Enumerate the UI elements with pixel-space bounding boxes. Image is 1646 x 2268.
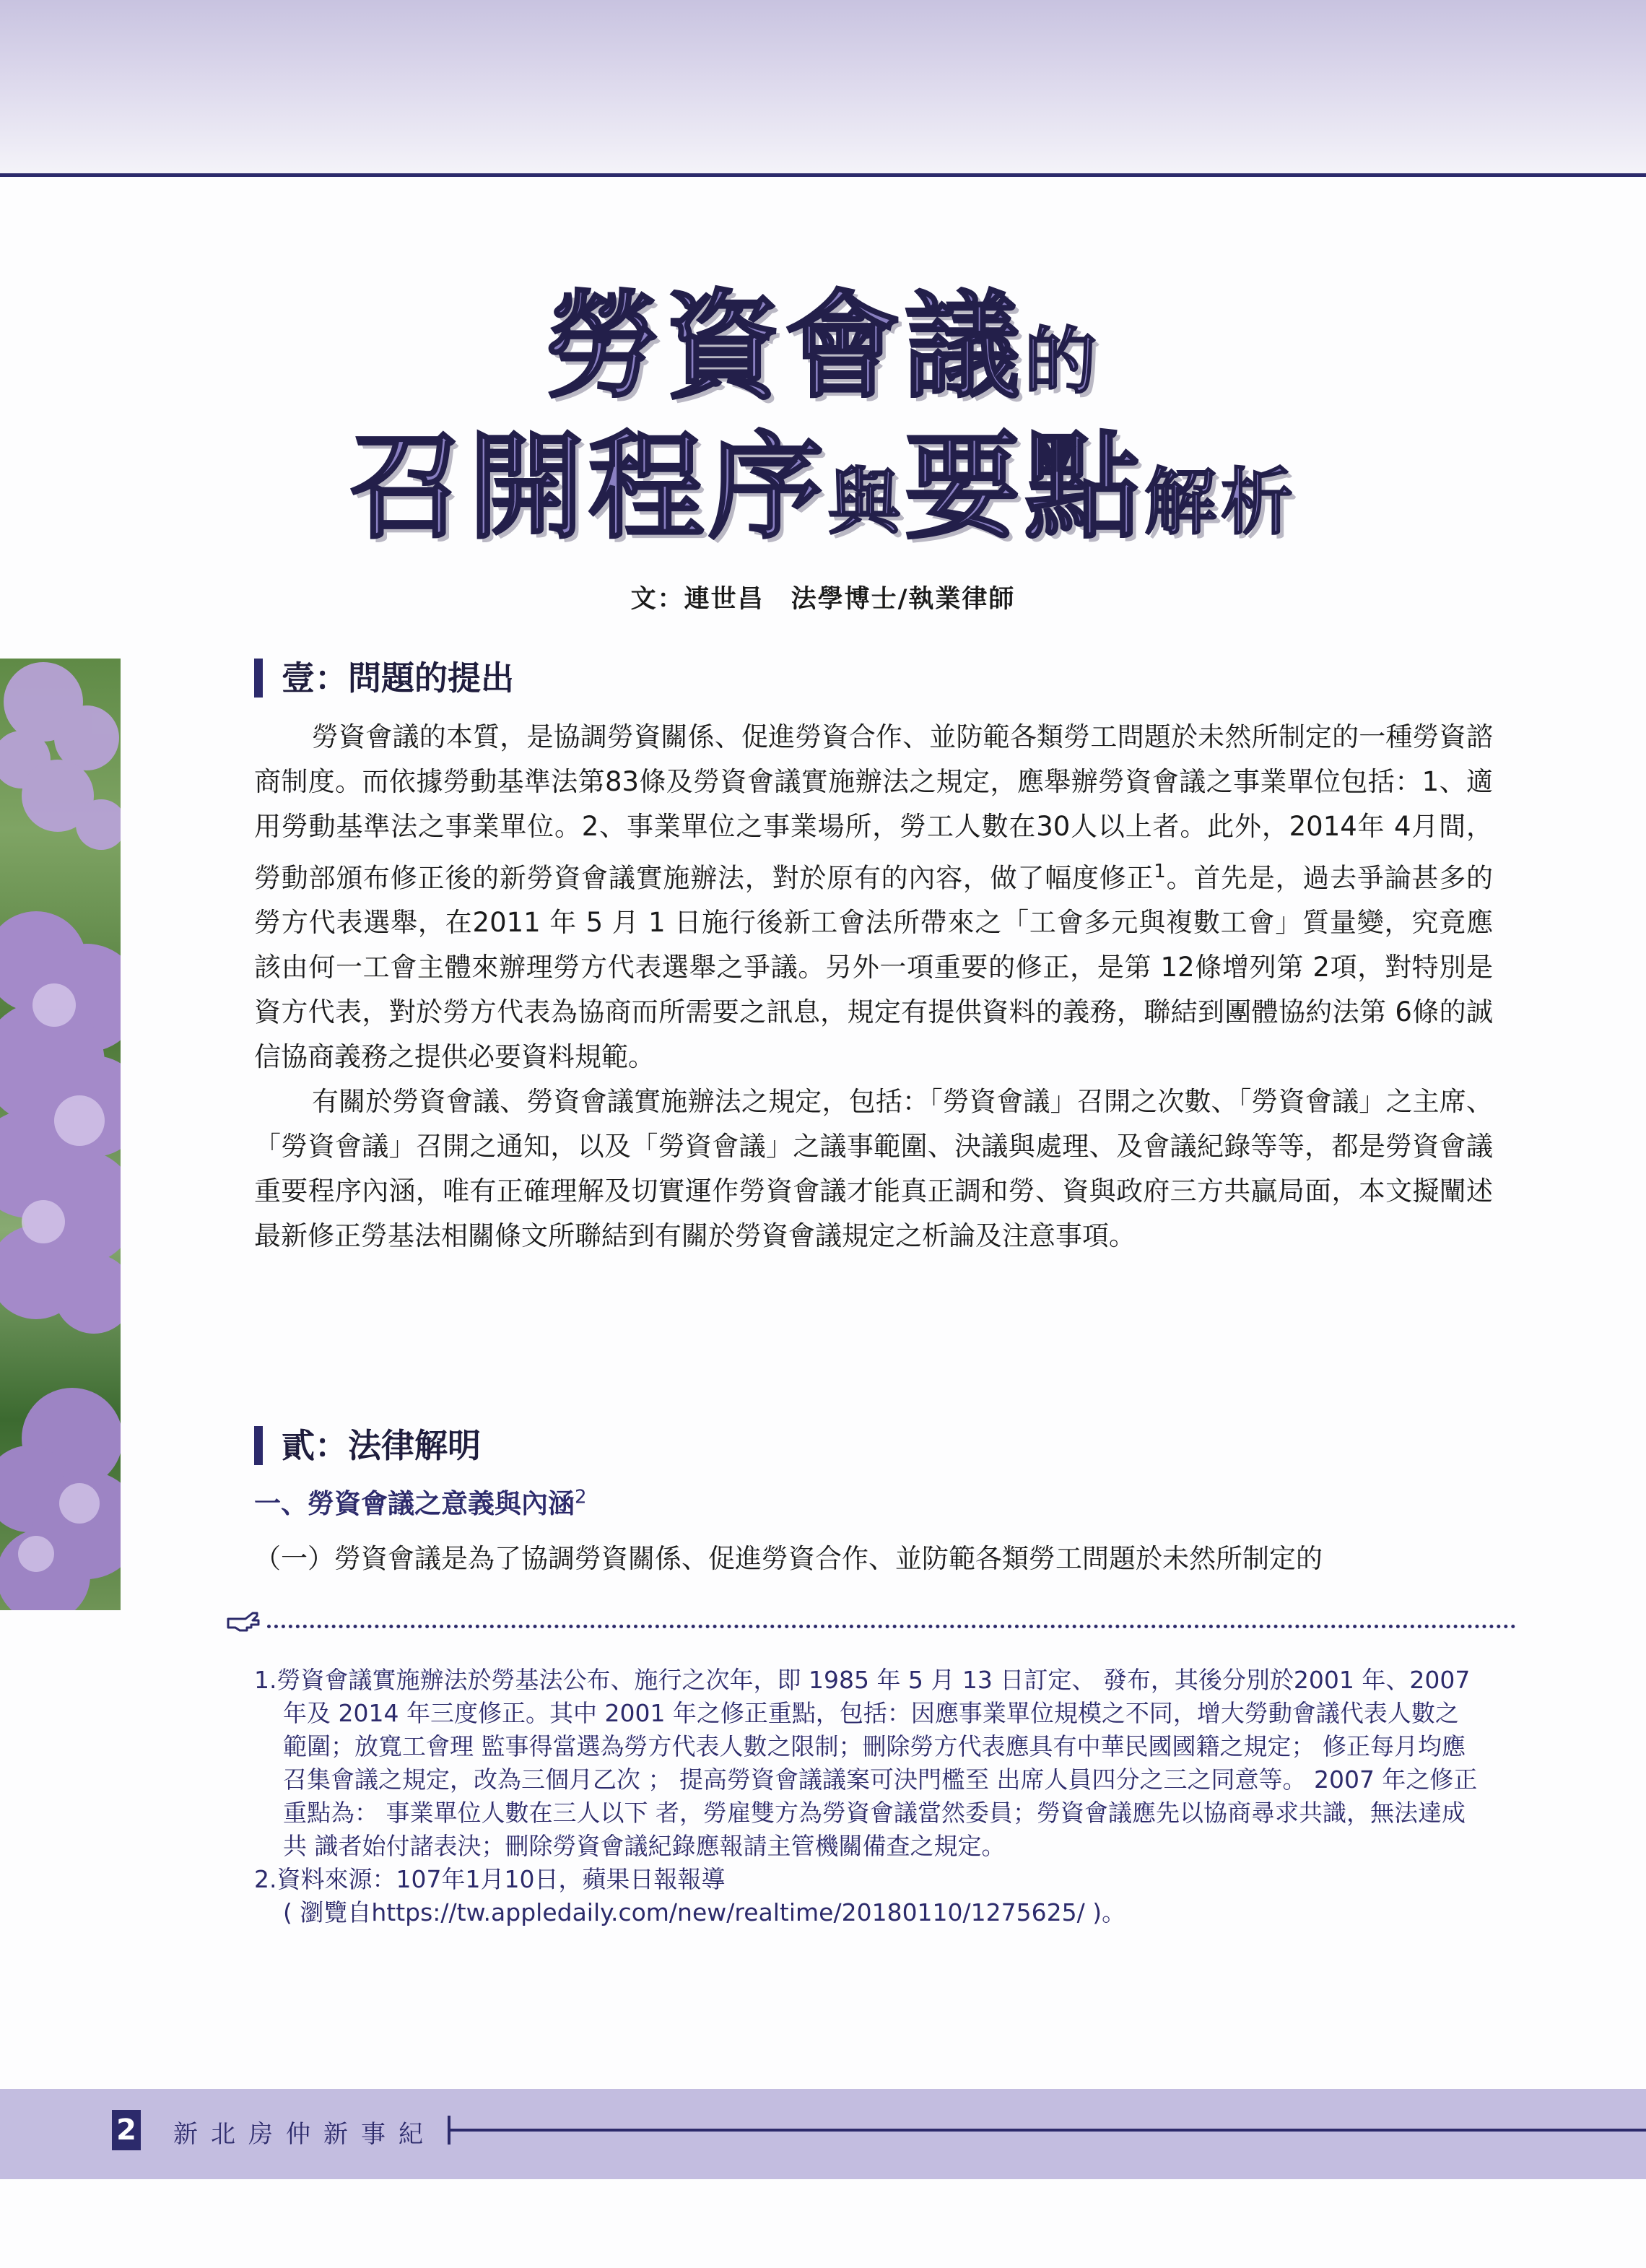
footer-rule <box>450 2129 1646 2132</box>
title-suffix: 解析 <box>1144 460 1298 544</box>
footnote-ref-1[interactable]: 1 <box>1154 861 1166 882</box>
title-part1: 召開程序 <box>348 420 828 555</box>
footnotes <box>254 1664 1481 1929</box>
header-band <box>0 0 1646 173</box>
author-byline: 文：連世昌 法學博士/執業律師 <box>630 585 1016 614</box>
footnote-1: 1.勞資會議實施辦法於勞基法公布、施行之次年，即 1985 年 5 月 13 日訂定、 發布，其後分別於2001 年、2007 年及 2014 年三度修正。其中 2001 年之修正重點，包括：因應事業單位規模之不同，增大勞動會議代表人數之範圍；放寬工會理 監事得當選為勞方代表人數之限制；刪除勞方代表應具有中華民國國籍之規定； 修正每月均應召集會議之規定，改為三個月乙次 ； 提高勞資會議議案可決門檻至 出席人員四分之三之同意等。 2007 年之修正重點為： 事業單位人數在三人以下 者，勞雇雙方為勞資會議當然委員；勞資會議應先以協商尋求共識，無法達成共 識者始付諸表決；刪除勞資會議紀錄應報請主管機關備查之規定。 <box>254 1666 1478 1860</box>
title-line-2 <box>0 420 1646 564</box>
paragraph-1-text-a: 勞資會議的本質，是協調勞資關係、促進勞資合作、並防範各類勞工問題於未然所制定的一種勞資諮商制度。而依據勞動基準法第83條及勞資會議實施辦法之規定，應舉辦勞資會議之事業單位包括：1、適用勞動基準法之事業單位。2、事業單位之事業場所，勞工人數在30人以上者。此外，2014年 4月間，勞動部頒布修正後的新勞資會議實施辦法，對於原有的內容，做了幅度修正 <box>254 721 1493 894</box>
subsection-heading-text: 一、勞資會議之意義與內涵 <box>254 1488 575 1519</box>
footnote-2-source: 2.資料來源：107年1月10日，蘋果日報報導 <box>254 1865 726 1893</box>
lilac-photo <box>0 659 121 1610</box>
footnote-ref-2[interactable]: 2 <box>575 1486 587 1508</box>
magazine-name: 新北房仲新事紀 <box>173 2120 436 2149</box>
title-conj: 與 <box>828 460 905 544</box>
footnote-divider <box>267 1625 1516 1628</box>
title-part2: 要點 <box>905 420 1145 555</box>
title-line-1 <box>0 279 1646 423</box>
section-heading-1: 壹：問題的提出 <box>254 659 514 698</box>
pointing-hand-icon <box>225 1609 261 1638</box>
section-heading-2: 貳：法律解明 <box>254 1426 481 1465</box>
section-1-body <box>254 715 1493 1259</box>
title-main: 勞資會議 <box>544 279 1024 414</box>
page-number: 2 <box>112 2110 141 2150</box>
subsection-heading <box>254 1482 587 1521</box>
paragraph-1-text-b: 。首先是，過去爭論甚多的勞方代表選舉，在2011 年 5 月 1 日施行後新工會法所帶來之「工會多元與複數工會」質量變，究竟應該由何一工會主體來辦理勞方代表選舉之爭議。另外一項重要的修正，是第 12條增列第 2項，對特別是資方代表，對於勞方代表為協商而所需要之訊息，規定有提供資料的義務，聯結到團體協約法第 6條的誠信協商義務之提供必要資料規範。 <box>254 862 1493 1073</box>
paragraph-2: 有關於勞資會議、勞資會議實施辦法之規定，包括：「勞資會議」召開之次數、「勞資會議」之主席、「勞資會議」召開之通知，以及「勞資會議」之議事範圍、決議與處理、及會議紀錄等等，都是勞資會議重要程序內涵，唯有正確理解及切實運作勞資會議才能真正調和勞、資與政府三方共贏局面，本文擬闡述最新修正勞基法相關條文所聯結到有關於勞資會議規定之析論及注意事項。 <box>254 1086 1493 1252</box>
header-rule <box>0 173 1646 177</box>
footnote-2-link[interactable]: ( 瀏覽自https://tw.appledaily.com/new/realtime/20180110/1275625/ )。 <box>283 1898 1126 1926</box>
section-2-text: （一）勞資會議是為了協調勞資關係、促進勞資合作、並防範各類勞工問題於未然所制定的 <box>254 1543 1323 1574</box>
title-particle: 的 <box>1024 319 1101 404</box>
paragraph-1 <box>254 715 1493 1079</box>
